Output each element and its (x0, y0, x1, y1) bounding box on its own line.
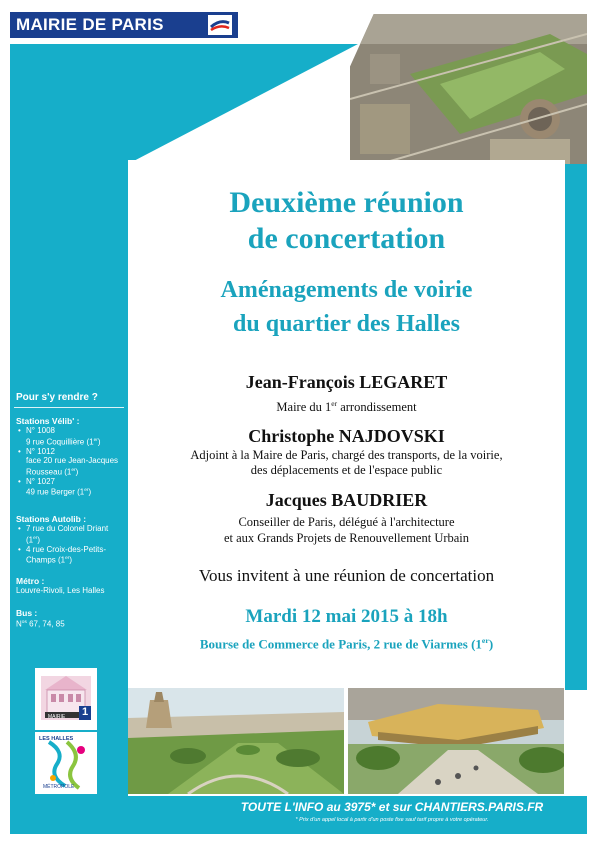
mairie-de-paris-logo (10, 12, 238, 38)
list-item: • 4 rue Croix-des-Petits-Champs (1er) (16, 545, 124, 566)
aerial-photo-image (350, 14, 587, 164)
rendering-canopy-view (348, 688, 564, 794)
les-halles-logo (35, 732, 97, 794)
person-name-baudrier: Jacques BAUDRIER (265, 490, 428, 510)
person-role-legaret: Maire du 1er arrondissement (276, 399, 417, 415)
info-footnote: * Prix d'un appel local à partir d'un poste fixe sauf tarif propre à votre opérateur. (295, 817, 489, 823)
aerial-photo-halles (350, 14, 587, 164)
sidebar-divider (14, 407, 124, 408)
person-name-legaret: Jean-François LEGARET (245, 372, 448, 392)
sidebar-heading: Pour s'y rendre ? (16, 392, 98, 403)
rendering-garden-view (128, 688, 344, 794)
les-halles-sub: MÉTROPOLE (43, 784, 75, 790)
subtitle-line-2: du quartier des Halles (233, 311, 460, 337)
paris-ship-icon (208, 15, 232, 35)
title-line-1: Deuxième réunion (229, 186, 464, 219)
metro-lines: Louvre-Rivoli, Les Halles (16, 586, 105, 595)
list-item: • N° 1012 face 20 rue Jean-Jacques Rousseau (1er) (16, 447, 124, 477)
meeting-venue: Bourse de Commerce de Paris, 2 rue de Viarmes (1er) (199, 636, 494, 652)
mairie-1er-logo (35, 668, 97, 730)
metro-section (16, 576, 124, 596)
cyan-diagonal (128, 44, 358, 164)
mairie-1er-number: 1 (82, 706, 89, 718)
list-item: • N° 1027 49 rue Berger (1er) (16, 477, 124, 498)
autolib-title: Stations Autolib : (16, 514, 87, 524)
person-role-baudrier-2: et aux Grands Projets de Renouvellement Urbain (223, 531, 470, 545)
info-line: TOUTE L'INFO au 3975* et sur CHANTIERS.PARIS.FR (240, 800, 544, 814)
rendering-canopy-image (348, 688, 564, 794)
invitation-text: Vous invitent à une réunion de concertation (198, 566, 495, 585)
person-role-baudrier-1: Conseiller de Paris, délégué à l'architecture (238, 515, 455, 529)
metro-title: Métro : (16, 576, 45, 586)
logo-text: MAIRIE DE PARIS (16, 15, 164, 34)
cyan-right-band (565, 160, 587, 690)
bus-lines: $N^{os}$ 67, 74, 85 (16, 619, 65, 629)
rendering-garden-image (128, 688, 344, 794)
bus-section (16, 608, 124, 630)
velib-title: Stations Vélib' : (16, 416, 80, 426)
person-name-najdovski: Christophe NAJDOVSKI (248, 426, 445, 446)
person-role-najdovski-2: des déplacements et de l'espace public (250, 463, 443, 477)
town-hall-icon (35, 668, 97, 730)
velib-section (16, 416, 124, 497)
list-item: • 7 rue du Colonel Driant (1er) (16, 524, 124, 545)
les-halles-label: LES HALLES (39, 736, 74, 742)
photo-credit: Seura architectes / Artefactory (572, 729, 577, 790)
person-role-najdovski-1: Adjoint à la Maire de Paris, chargé des transports, de la voirie, (190, 448, 503, 462)
autolib-section (16, 514, 124, 565)
list-item: • N° 1008 9 rue Coquillière (1er) (16, 426, 124, 447)
title-line-2: de concertation (247, 222, 446, 255)
mairie-1er-label: MAIRIE (48, 714, 66, 720)
autolib-list (16, 524, 124, 565)
velib-list (16, 426, 124, 497)
meeting-date: Mardi 12 mai 2015 à 18h (245, 606, 448, 627)
subtitle-line-1: Aménagements de voirie (220, 277, 473, 303)
bus-title: Bus : (16, 608, 38, 618)
